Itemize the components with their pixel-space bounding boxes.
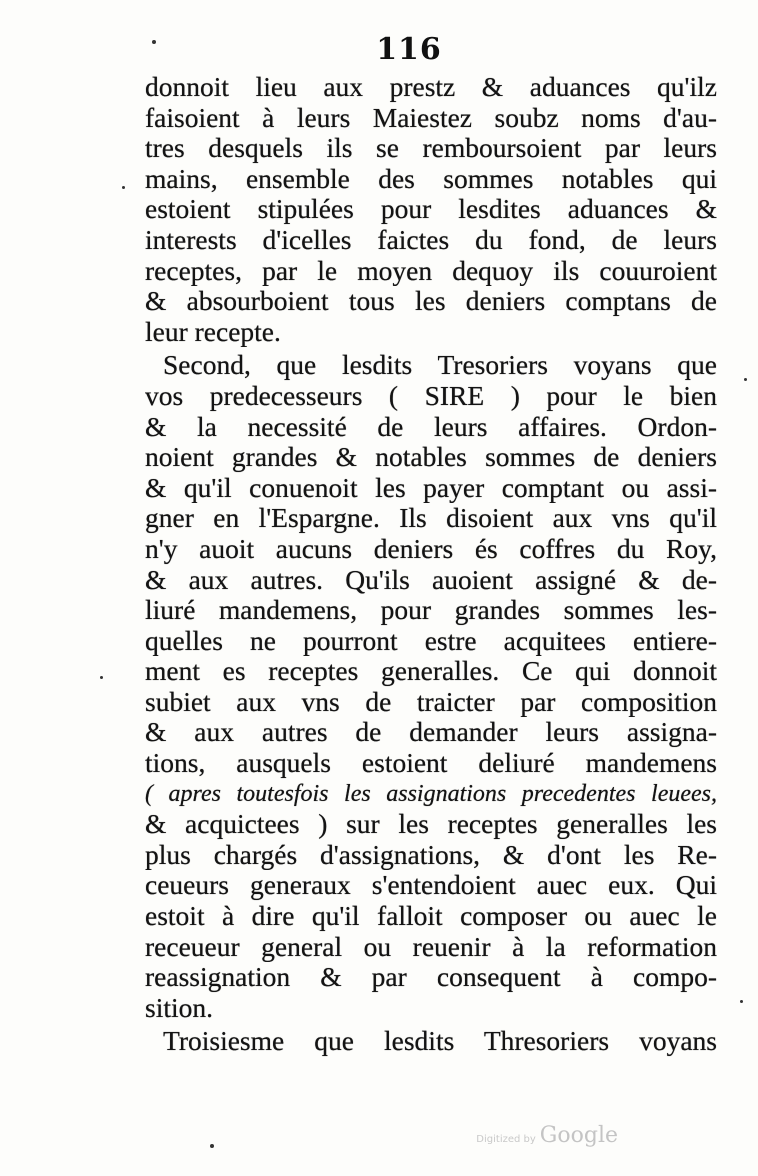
- text-line: noient grandes & notables sommes de deniers: [145, 442, 717, 473]
- text-line: tres desquels ils se remboursoient par leurs: [145, 133, 717, 164]
- italic-text-line: ( apres toutesfois les assignations precedentes leuees,: [145, 780, 717, 807]
- ink-speck: [122, 186, 125, 189]
- text-line: interests d'icelles faictes du fond, de leurs: [145, 224, 717, 255]
- ink-speck: [152, 40, 156, 44]
- ink-speck: [210, 1144, 214, 1148]
- text-line: & absourboient tous les deniers comptans de: [145, 286, 717, 317]
- text-line: & aux autres. Qu'ils auoient assigné & de-: [145, 564, 717, 595]
- text-line: mains, ensemble des sommes notables qui: [145, 163, 717, 194]
- text-line: plus chargés d'assignations, & d'ont les Re-: [145, 839, 717, 870]
- text-line: ceueurs generaux s'entendoient auec eux. Qui: [145, 870, 717, 901]
- ink-speck: [100, 676, 103, 679]
- text-line: faisoient à leurs Maiestez soubz noms d'au-: [145, 102, 717, 133]
- text-line: sition.: [145, 992, 213, 1023]
- text-line: receueur general ou reuenir à la reformation: [145, 931, 717, 962]
- body-text: [145, 72, 717, 1057]
- text-line: quelles ne pourront estre acquitees entiere-: [145, 625, 717, 656]
- text-line: subiet aux vns de traicter par composition: [145, 686, 717, 717]
- text-line: estoient stipulées pour lesdites aduances &: [145, 194, 717, 225]
- text-line: n'y auoit aucuns deniers és coffres du Roy,: [145, 533, 717, 564]
- text-line: ment es receptes generalles. Ce qui donnoit: [145, 656, 717, 687]
- page-number: 116: [376, 32, 442, 67]
- text-line: gner en l'Espargne. Ils disoient aux vns qu'il: [145, 503, 717, 534]
- ink-speck: [740, 1000, 743, 1003]
- text-line: & la necessité de leurs affaires. Ordon-: [145, 411, 717, 442]
- text-line: reassignation & par consequent à compo-: [145, 962, 717, 993]
- text-line: & qu'il conuenoit les payer comptant ou assi-: [145, 472, 717, 503]
- digitized-by-google-watermark: [476, 1123, 618, 1148]
- ink-speck: [744, 378, 747, 381]
- text-line: receptes, par le moyen dequoy ils couuroient: [145, 255, 717, 286]
- paragraph-start-line: Troisiesme que lesdits Thresoriers voyans: [163, 1026, 717, 1057]
- text-line: liuré mandemens, pour grandes sommes les-: [145, 595, 717, 626]
- text-line: vos predecesseurs ( SIRE ) pour le bien: [145, 380, 717, 411]
- watermark-prefix: Digitized by: [476, 1134, 536, 1145]
- text-line: & aux autres de demander leurs assigna-: [145, 717, 717, 748]
- paragraph-start-line: Second, que lesdits Tresoriers voyans que: [163, 350, 717, 381]
- text-line: donnoit lieu aux prestz & aduances qu'ilz: [145, 72, 717, 102]
- google-logo: Google: [539, 1123, 618, 1148]
- text-line: estoit à dire qu'il falloit composer ou auec le: [145, 901, 717, 932]
- text-line: tions, ausquels estoient deliuré mandemens: [145, 748, 717, 779]
- text-line: & acquictees ) sur les receptes generalles les: [145, 809, 717, 840]
- text-line: leur recepte.: [145, 316, 281, 347]
